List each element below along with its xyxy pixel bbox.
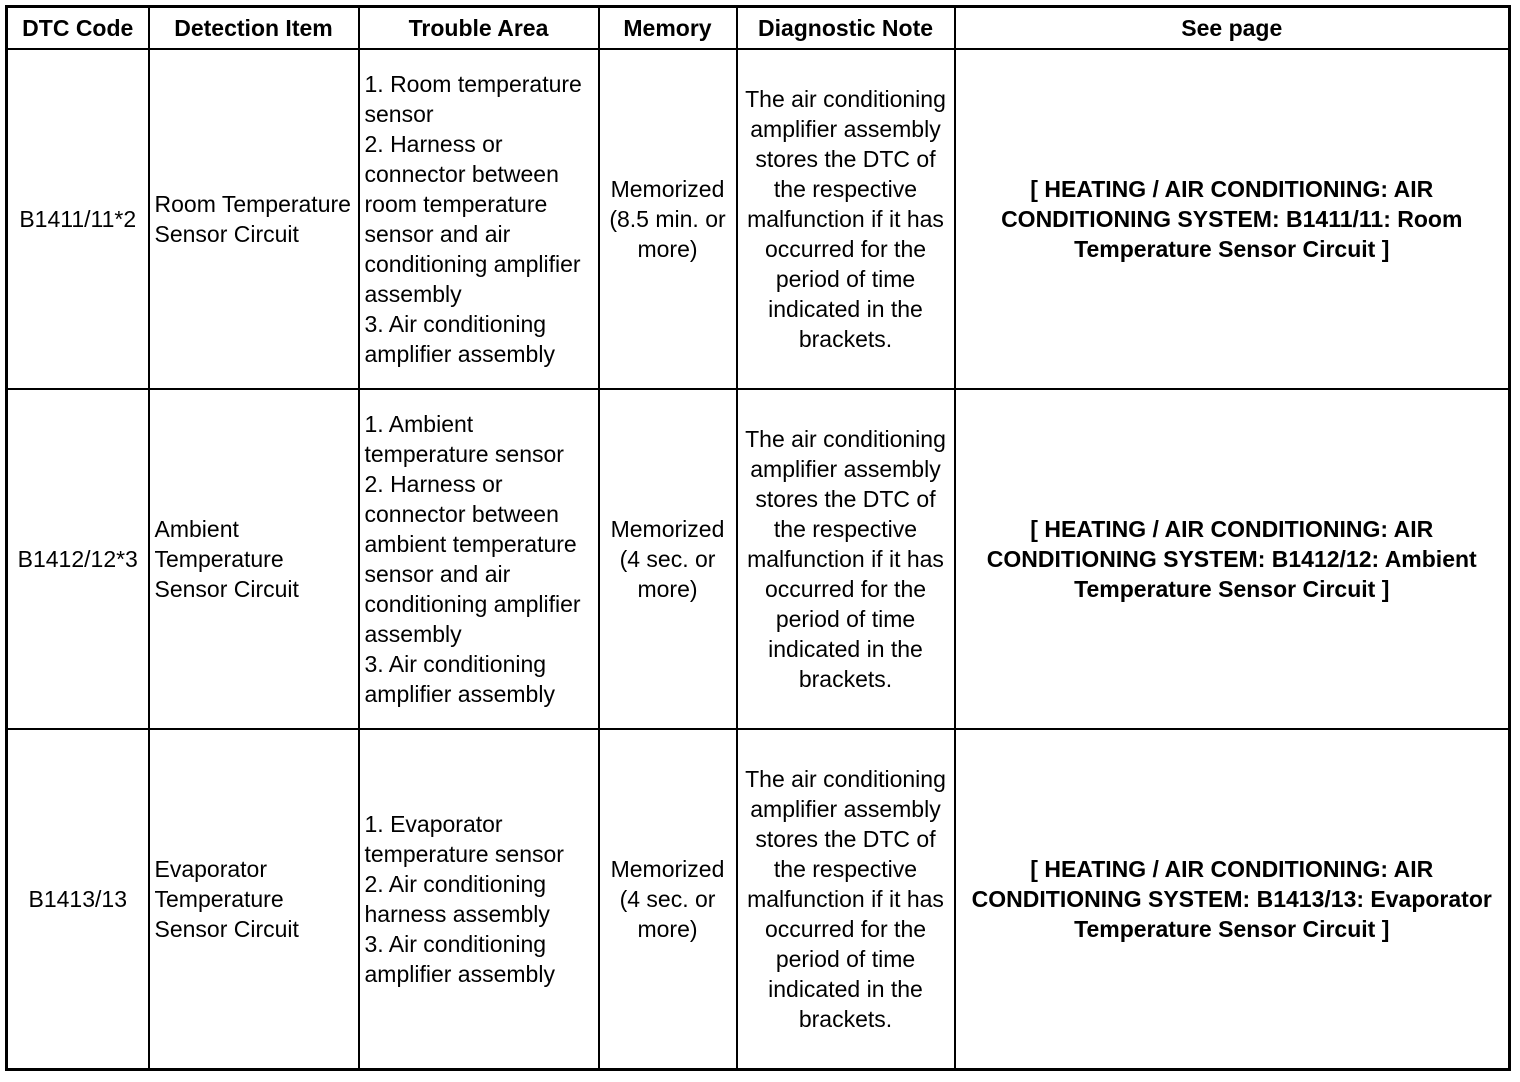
diagnostic-note-cell: The air conditioning amplifier assembly stores the DTC of the respective malfunction if it has occurred for the period of time indicated in the brackets. (737, 49, 955, 389)
dtc-code-cell: B1412/12*3 (7, 389, 149, 729)
trouble-area-cell (359, 49, 599, 389)
table-row (7, 389, 1510, 729)
header-detection-item: Detection Item (149, 7, 359, 50)
diagnostic-note-cell: The air conditioning amplifier assembly stores the DTC of the respective malfunction if it has occurred for the period of time indicated in the brackets. (737, 729, 955, 1070)
header-row (7, 7, 1510, 50)
dtc-code-cell: B1413/13 (7, 729, 149, 1070)
trouble-area-item: 3. Air conditioning amplifier assembly (364, 311, 555, 367)
header-trouble-area: Trouble Area (359, 7, 599, 50)
trouble-area-item: 3. Air conditioning amplifier assembly (364, 651, 555, 707)
detection-item-cell: Evaporator Temperature Sensor Circuit (149, 729, 359, 1070)
see-page-cell: [ HEATING / AIR CONDITIONING: AIR CONDITIONING SYSTEM: B1411/11: Room Temperature Sensor Circuit ] (955, 49, 1510, 389)
trouble-area-item: 2. Harness or connector between ambient temperature sensor and air conditioning amplifier assembly (364, 471, 581, 647)
dtc-code-cell: B1411/11*2 (7, 49, 149, 389)
header-see-page: See page (955, 7, 1510, 50)
diagnostic-note-cell: The air conditioning amplifier assembly stores the DTC of the respective malfunction if it has occurred for the period of time indicated in the brackets. (737, 389, 955, 729)
trouble-area-item: 1. Room temperature sensor (364, 71, 582, 127)
trouble-area-item: 1. Evaporator temperature sensor (364, 811, 564, 867)
header-dtc-code: DTC Code (7, 7, 149, 50)
memory-cell: Memorized (4 sec. or more) (599, 389, 737, 729)
detection-item-cell: Ambient Temperature Sensor Circuit (149, 389, 359, 729)
detection-item-cell: Room Temperature Sensor Circuit (149, 49, 359, 389)
memory-cell: Memorized (8.5 min. or more) (599, 49, 737, 389)
table-row (7, 49, 1510, 389)
see-page-cell: [ HEATING / AIR CONDITIONING: AIR CONDITIONING SYSTEM: B1412/12: Ambient Temperature Sensor Circuit ] (955, 389, 1510, 729)
header-memory: Memory (599, 7, 737, 50)
table-row (7, 729, 1510, 1070)
trouble-area-cell (359, 389, 599, 729)
trouble-area-item: 2. Air conditioning harness assembly (364, 871, 550, 927)
trouble-area-item: 1. Ambient temperature sensor (364, 411, 564, 467)
trouble-area-item: 3. Air conditioning amplifier assembly (364, 931, 555, 987)
trouble-area-cell (359, 729, 599, 1070)
see-page-cell: [ HEATING / AIR CONDITIONING: AIR CONDITIONING SYSTEM: B1413/13: Evaporator Temperature Sensor Circuit ] (955, 729, 1510, 1070)
memory-cell: Memorized (4 sec. or more) (599, 729, 737, 1070)
trouble-area-item: 2. Harness or connector between room temperature sensor and air conditioning amplifier assembly (364, 131, 581, 307)
dtc-table (5, 5, 1511, 1071)
header-diagnostic-note: Diagnostic Note (737, 7, 955, 50)
